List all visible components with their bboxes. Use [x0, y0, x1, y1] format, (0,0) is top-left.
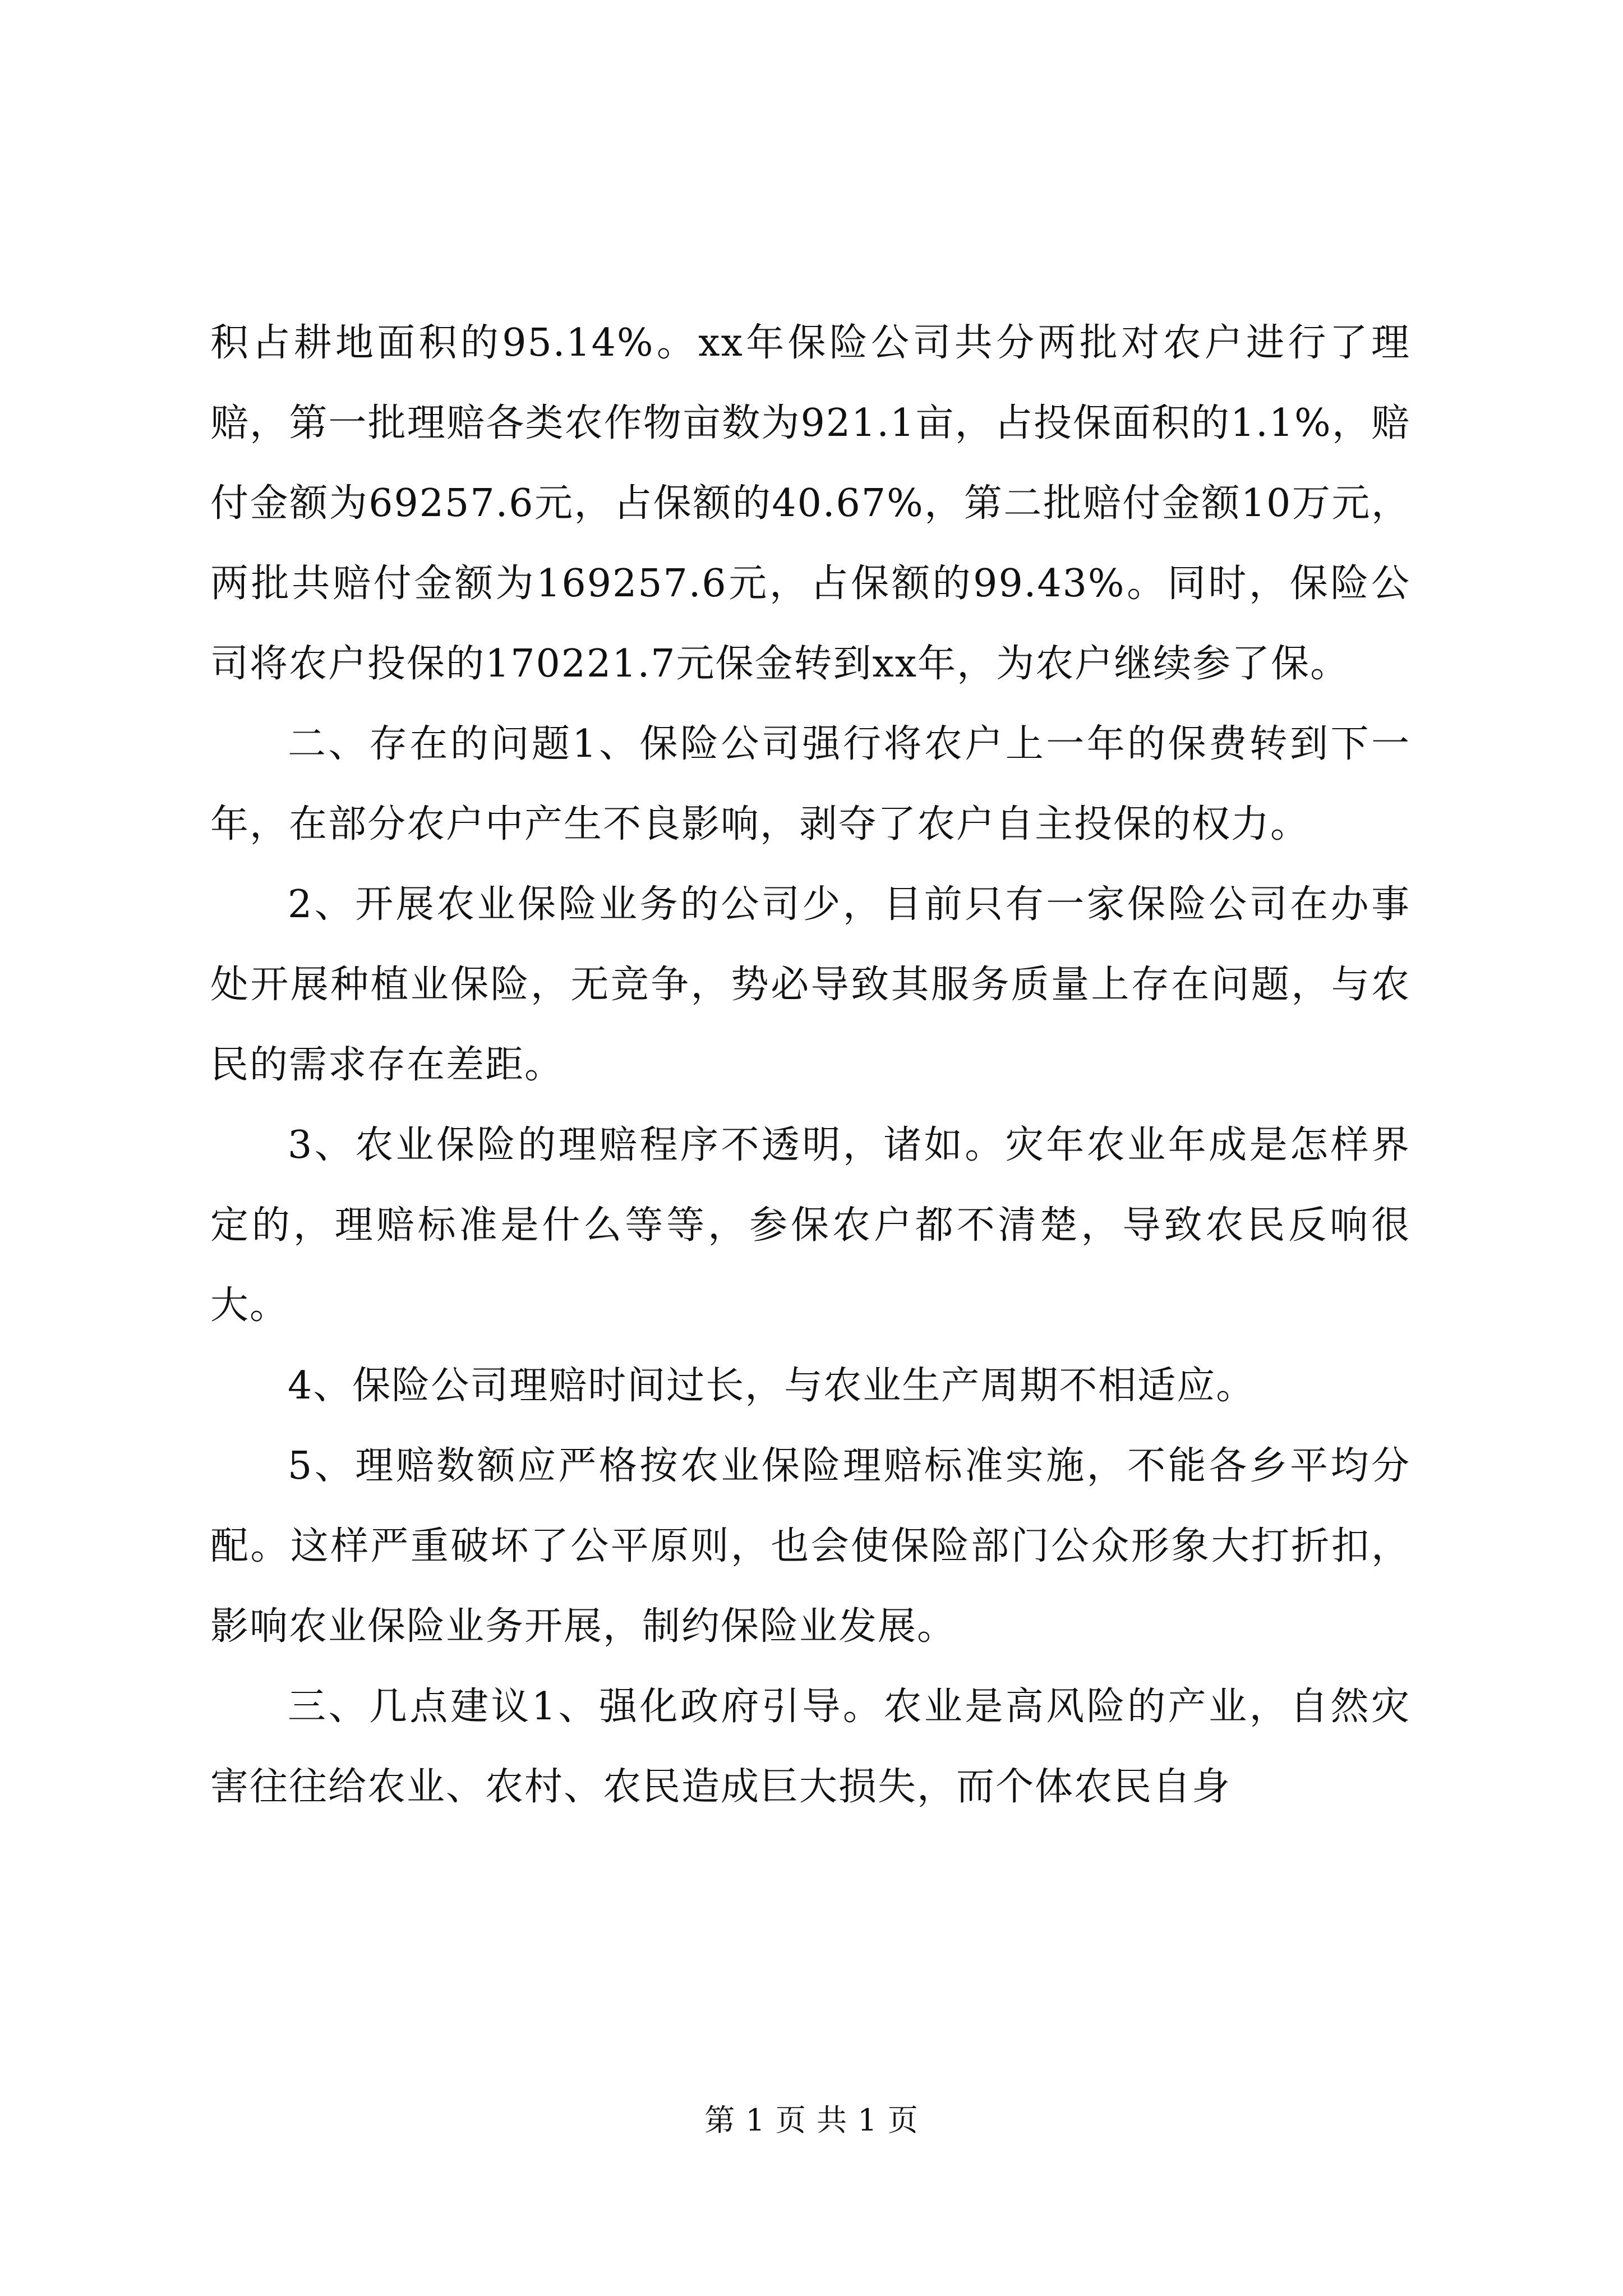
page-footer: 第 1 页 共 1 页 [704, 2102, 919, 2138]
paragraph-3: 2、开展农业保险业务的公司少，目前只有一家保险公司在办事处开展种植业保险，无竞争，势必导致其服务质量上存在问题，与农民的需求存在差距。 [210, 882, 1410, 1087]
document-body [210, 303, 1410, 1827]
paragraph-5: 4、保险公司理赔时间过长，与农业生产周期不相适应。 [288, 1364, 1256, 1408]
paragraph-7: 三、几点建议1、强化政府引导。农业是高风险的产业，自然灾害往往给农业、农村、农民造成巨大损失，而个体农民自身 [210, 1685, 1410, 1809]
paragraph-4: 3、农业保险的理赔程序不透明，诸如。灾年农业年成是怎样界定的，理赔标准是什么等等，参保农户都不清楚，导致农民反响很大。 [210, 1123, 1410, 1328]
paragraph-2: 二、存在的问题1、保险公司强行将农户上一年的保费转到下一年，在部分农户中产生不良影响，剥夺了农户自主投保的权力。 [210, 722, 1411, 846]
paragraph-6: 5、理赔数额应严格按农业保险理赔标准实施，不能各乡平均分配。这样严重破坏了公平原则，也会使保险部门公众形象大打折扣，影响农业保险业务开展，制约保险业发展。 [210, 1444, 1410, 1649]
paragraph-1: 积占耕地面积的95.14%。xx年保险公司共分两批对农户进行了理赔，第一批理赔各类农作物亩数为921.1亩，占投保面积的1.1%，赔付金额为69257.6元，占保额的40.67%，第二批赔付金额10万元，两批共赔付金额为169257.6元，占保额的99.43%。同时，保险公司将农户投保的170221.7元保金转到xx年，为农户继续参了保。 [210, 321, 1410, 686]
